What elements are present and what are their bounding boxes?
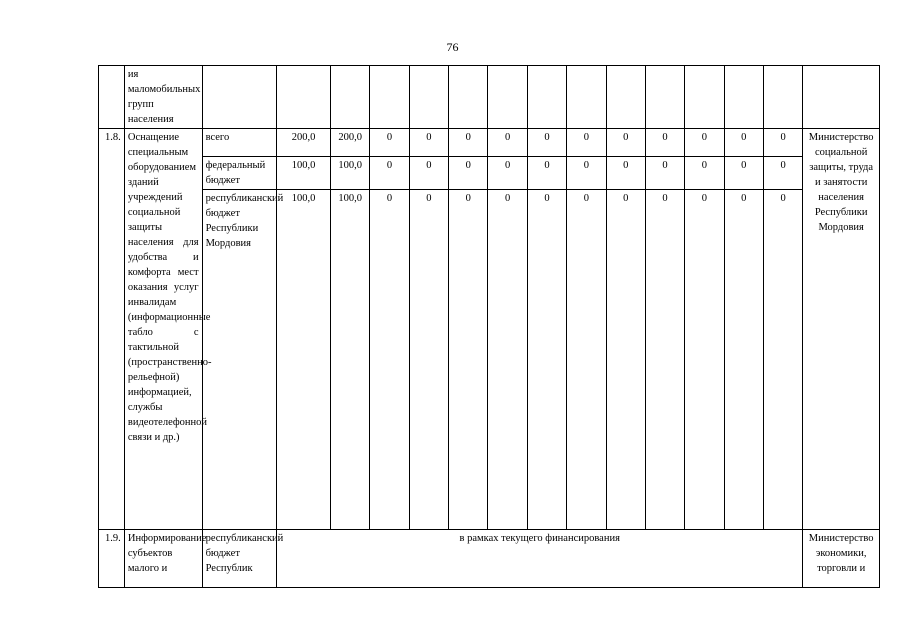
year-value: 0 [724,190,763,530]
year-value: 0 [645,190,684,530]
row-name: Информирование субъектов малого и [124,530,202,588]
total-value: 100,0 [277,157,331,190]
year-value: 0 [449,157,488,190]
year-value: 0 [567,157,606,190]
year-value: 0 [763,190,802,530]
source-label: федеральный бюджет [202,157,277,190]
year-value: 0 [763,157,802,190]
year-value: 0 [409,129,448,157]
responsible-executor: Министерство социальной защиты, труда и занятости населения Республики Мордовия [803,129,880,530]
year-value: 0 [409,157,448,190]
year-value: 0 [645,129,684,157]
page-number: 76 [446,40,459,54]
year-value: 0 [645,157,684,190]
program-table [98,65,880,588]
table-row-continuation [99,66,880,129]
year-value: 0 [763,129,802,157]
year-value: 0 [488,129,527,157]
year-value: 0 [527,129,566,157]
year-value: 0 [567,190,606,530]
year-value: 0 [370,190,409,530]
year-value: 0 [685,157,724,190]
source-label: республиканский бюджет Республик [202,530,277,588]
year-value: 0 [724,157,763,190]
year-value: 0 [527,190,566,530]
table-row-1-9 [99,530,880,588]
year-value: 0 [409,190,448,530]
cell-name: ия маломобильных групп населения [124,66,202,129]
year-value: 0 [606,190,645,530]
row-index: 1.8. [99,129,125,530]
row-index: 1.9. [99,530,125,588]
year-value: 0 [606,157,645,190]
financing-note: в рамках текущего финансирования [277,530,803,588]
year-value: 0 [488,190,527,530]
year-value: 100,0 [331,157,370,190]
total-value: 200,0 [277,129,331,157]
year-value: 100,0 [331,190,370,530]
year-value: 0 [370,157,409,190]
year-value: 0 [606,129,645,157]
year-value: 0 [449,190,488,530]
year-value: 0 [449,129,488,157]
year-value: 200,0 [331,129,370,157]
table-row-1-8-total [99,129,880,157]
cell-index [99,66,125,129]
source-label: всего [202,129,277,157]
year-value: 0 [685,129,724,157]
year-value: 0 [567,129,606,157]
year-value: 0 [685,190,724,530]
table-row-1-8-federal [99,157,880,190]
row-name: Оснащение специальным оборудованием зданий учреждений социальной защиты населения для удобства и комфорта мест оказания услуг инвалидам (информационные табло с тактильной (пространственно-рельефной) информацией, службы видеотелефонной связи и др.) [124,129,202,530]
year-value: 0 [724,129,763,157]
total-value: 100,0 [277,190,331,530]
table-row-1-8-republican [99,190,880,530]
year-value: 0 [527,157,566,190]
year-value: 0 [370,129,409,157]
responsible-executor: Министерство экономики, торговли и [803,530,880,588]
source-label: республиканский бюджет Республики Мордовия [202,190,277,530]
year-value: 0 [488,157,527,190]
